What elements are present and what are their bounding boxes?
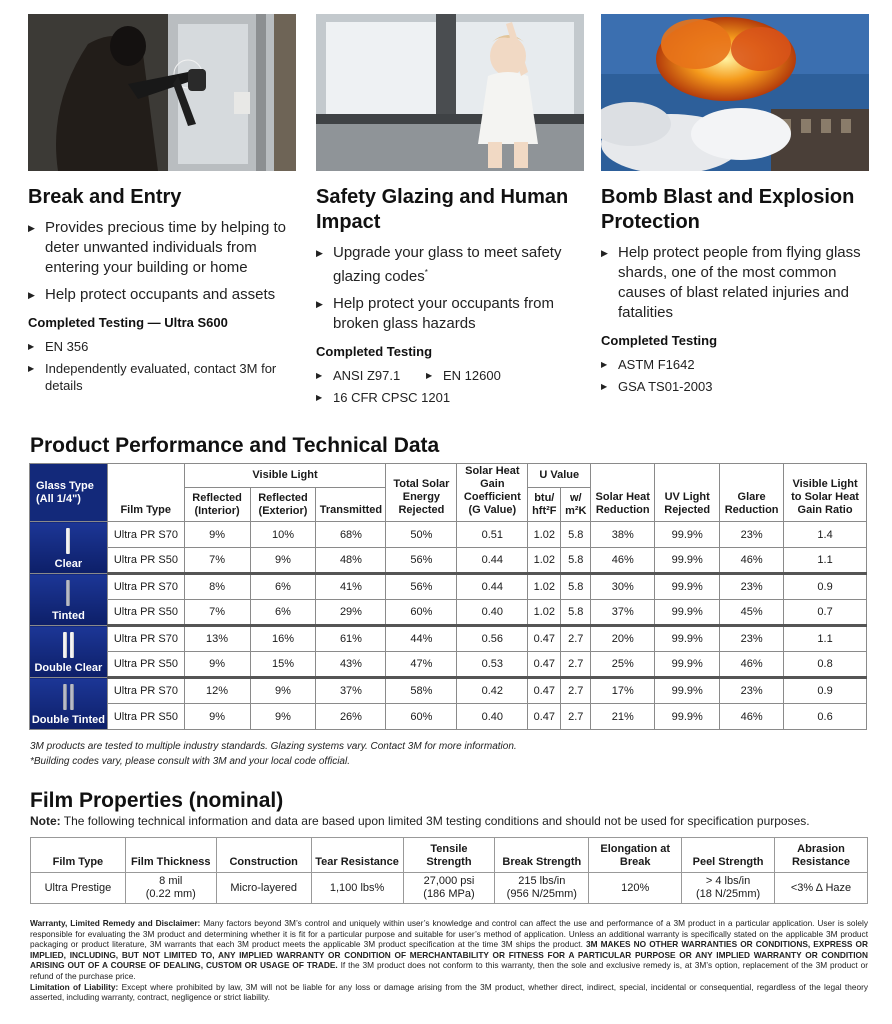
cell: 16% — [250, 626, 316, 652]
film-header-break: Break Strength — [495, 838, 589, 873]
list-item: ▶ Provides precious time by helping to deter unwanted individuals from entering your building or home — [28, 218, 296, 278]
cell: Ultra PR S50 — [107, 600, 184, 626]
list-item: ▶ Independently evaluated, contact 3M for details — [28, 360, 296, 394]
explosion-photo — [601, 14, 869, 171]
double-tinted-glass-icon — [63, 684, 74, 710]
cell: 9% — [250, 678, 316, 704]
cell: 37% — [316, 678, 386, 704]
table-row — [30, 600, 867, 626]
glass-type-clear — [30, 522, 108, 574]
cell-line: > 4 lbs/in — [705, 875, 751, 887]
cell: 2.7 — [561, 626, 591, 652]
cell: 1.1 — [784, 548, 867, 574]
cell: 46% — [720, 652, 784, 678]
cell: Ultra PR S70 — [107, 678, 184, 704]
glass-type-double-tinted — [30, 678, 108, 730]
cell: 9% — [184, 704, 250, 730]
cell: Ultra PR S50 — [107, 652, 184, 678]
glass-type-label: Double Tinted — [31, 713, 105, 726]
list-item: ▶ Help protect occupants and assets — [28, 285, 296, 305]
cell: 7% — [184, 548, 250, 574]
cell: 120% — [589, 873, 682, 904]
double-clear-glass-icon — [63, 632, 74, 658]
cell-line: (186 MPa) — [423, 888, 475, 900]
cell: 0.47 — [528, 704, 561, 730]
film-header-type: Film Type — [31, 838, 126, 873]
cell: <3% Δ Haze — [775, 873, 868, 904]
cell — [495, 873, 589, 904]
cell: 5.8 — [561, 522, 591, 548]
film-header-thickness: Film Thickness — [125, 838, 216, 873]
cell: 9% — [184, 522, 250, 548]
glare-header: Glare Reduction — [720, 464, 784, 522]
list-item — [316, 243, 584, 287]
cell: 0.6 — [784, 704, 867, 730]
cell: 47% — [386, 652, 457, 678]
table-row — [30, 574, 867, 600]
cell: 1.1 — [784, 626, 867, 652]
shgc-header: Solar Heat Gain Coefficient (G Value) — [457, 464, 528, 522]
cell: 23% — [720, 626, 784, 652]
cell: 29% — [316, 600, 386, 626]
cell — [403, 873, 495, 904]
cell: 1.02 — [528, 574, 561, 600]
cell: 37% — [591, 600, 655, 626]
cell: Ultra PR S50 — [107, 704, 184, 730]
list-item: ▶ ASTM F1642 — [601, 356, 869, 373]
list-item: ▶ EN 356 — [28, 338, 296, 355]
cell: 20% — [591, 626, 655, 652]
table-row — [30, 548, 867, 574]
table-row — [31, 873, 868, 904]
cell: 9% — [250, 704, 316, 730]
glass-type-header — [30, 464, 108, 522]
cell: 23% — [720, 574, 784, 600]
cell: 60% — [386, 600, 457, 626]
cell: 0.44 — [457, 574, 528, 600]
glass-type-header-label: Glass Type — [36, 479, 94, 492]
warranty-tail: If the 3M product does not conform to this warranty, then the sole and exclusive remedy is, at 3M’s option, replacement of the 3M product or refund of the purchase price. — [30, 960, 868, 981]
feature-columns — [28, 14, 868, 424]
cell: 61% — [316, 626, 386, 652]
cell: 48% — [316, 548, 386, 574]
table-row — [30, 652, 867, 678]
cell-line: (956 N/25mm) — [506, 888, 577, 900]
column-title: Safety Glazing and Human Impact — [316, 186, 569, 233]
cell: 1,100 lbs% — [311, 873, 403, 904]
list-item: ▶ 16 CFR CPSC 1201 — [316, 389, 516, 406]
cell: 0.56 — [457, 626, 528, 652]
shr-header: Solar Heat Reduction — [591, 464, 655, 522]
performance-table — [29, 463, 867, 730]
cell: 0.40 — [457, 704, 528, 730]
cell: 41% — [316, 574, 386, 600]
list-item: ▶ EN 12600 — [426, 367, 536, 384]
cell: 10% — [250, 522, 316, 548]
table-row — [30, 678, 867, 704]
cell: 8% — [184, 574, 250, 600]
film-note — [30, 814, 810, 828]
film-header-abrasion: Abrasion Resistance — [775, 838, 868, 873]
cell: 9% — [250, 548, 316, 574]
glass-type-label: Clear — [54, 557, 83, 570]
table-row — [30, 626, 867, 652]
cell: 60% — [386, 704, 457, 730]
cell: 99.9% — [655, 626, 720, 652]
cell: 15% — [250, 652, 316, 678]
cell-line: 8 mil — [159, 875, 183, 887]
cell: 46% — [720, 548, 784, 574]
benefit-list — [601, 243, 869, 323]
testing-heading: Completed Testing — [316, 344, 433, 359]
column-bomb-blast — [601, 14, 869, 400]
cell: 43% — [316, 652, 386, 678]
cell: 30% — [591, 574, 655, 600]
cell: 0.8 — [784, 652, 867, 678]
warranty-label: Warranty, Limited Remedy and Disclaimer: — [30, 918, 201, 928]
cell: 9% — [184, 652, 250, 678]
cell: 56% — [386, 574, 457, 600]
cell: 0.53 — [457, 652, 528, 678]
list-item: ▶ Help protect your occupants from broken glass hazards — [316, 294, 584, 334]
liability-text: Except where prohibited by law, 3M will not be liable for any loss or damage arising from the 3M product, whether direct, indirect, special, incidental or consequential, regardless of the legal theory asserted, including warranty, contract, negligence or strict liability. — [30, 981, 868, 1003]
cell: 21% — [591, 704, 655, 730]
cell: 99.9% — [655, 548, 720, 574]
cell: Micro-layered — [216, 873, 311, 904]
glass-type-tinted — [30, 574, 108, 626]
transmitted-header: Transmitted — [316, 488, 386, 522]
cell: 23% — [720, 678, 784, 704]
cell: 38% — [591, 522, 655, 548]
intruder-photo — [28, 14, 296, 171]
cell: 0.51 — [457, 522, 528, 548]
cell — [682, 873, 775, 904]
cell: 5.8 — [561, 574, 591, 600]
legal-disclaimer — [30, 918, 868, 1003]
benefit-list — [316, 243, 584, 334]
cell: 46% — [720, 704, 784, 730]
cell: 13% — [184, 626, 250, 652]
performance-table-body — [30, 522, 867, 730]
cell: 2.7 — [561, 704, 591, 730]
single-clear-glass-icon — [66, 528, 70, 554]
cell: 1.02 — [528, 548, 561, 574]
cell: 99.9% — [655, 574, 720, 600]
uv-header: UV Light Rejected — [655, 464, 720, 522]
warranty-caps: 3M MAKES NO OTHER WARRANTIES OR CONDITIONS, EXPRESS OR IMPLIED, INCLUDING, BUT NOT LIMITED TO, ANY IMPLIED WARRANTY OR CONDITION OF MERCHANTABILITY OR FITNESS FOR A PARTICULAR PURPOSE OR ANY IMPLIED WARRANTY OR CONDITION ARISING OUT OF A COURSE OF DEALING, CUSTOM OR USAGE OF TRADE. — [30, 939, 868, 971]
cell: 99.9% — [655, 600, 720, 626]
cell: 0.47 — [528, 652, 561, 678]
cell: 0.9 — [784, 574, 867, 600]
note-line: *Building codes vary, please consult with 3M and your local code official. — [30, 756, 350, 767]
film-note-label: Note: — [30, 814, 61, 828]
visible-light-header: Visible Light — [184, 464, 386, 488]
cell: 25% — [591, 652, 655, 678]
footnote-mark: * — [424, 268, 428, 277]
cell: 0.40 — [457, 600, 528, 626]
cell: 7% — [184, 600, 250, 626]
cell: 0.47 — [528, 678, 561, 704]
cell: 2.7 — [561, 678, 591, 704]
column-break-and-entry — [28, 14, 296, 399]
cell: 1.02 — [528, 600, 561, 626]
cell: 26% — [316, 704, 386, 730]
column-title: Break and Entry — [28, 186, 182, 208]
cell: 45% — [720, 600, 784, 626]
film-note-text: The following technical information and data are based upon limited 3M testing conditions and should not be used for specification purposes. — [63, 814, 810, 828]
cell: 1.4 — [784, 522, 867, 548]
cell: 12% — [184, 678, 250, 704]
performance-notes — [30, 739, 517, 769]
cell: 99.9% — [655, 704, 720, 730]
reflected-interior-header: Reflected (Interior) — [184, 488, 250, 522]
cell: 0.44 — [457, 548, 528, 574]
warranty-text: Many factors beyond 3M’s control and uniquely within user’s knowledge and control can affect the use and performance of a 3M product in a particular application. User is solely responsible for evaluating the 3M product and determining whether it is fit for a particular purpose and suitable for user’s method of application. Unless an additional warranty is specifically stated on the applicable 3M product packaging or product literature, 3M warrants that each 3M product meets the applicable 3M product specification at the time 3M ships the product. — [30, 918, 868, 950]
cell: 44% — [386, 626, 457, 652]
cell: 99.9% — [655, 652, 720, 678]
cell — [125, 873, 216, 904]
glass-type-double-clear — [30, 626, 108, 678]
cell: 1.02 — [528, 522, 561, 548]
film-header-elongation: Elongation at Break — [589, 838, 682, 873]
liability-label: Limitation of Liability: — [30, 981, 119, 992]
table-row — [30, 704, 867, 730]
list-item-text: Upgrade your glass to meet safety glazing codes — [333, 244, 562, 285]
cell: 99.9% — [655, 678, 720, 704]
performance-title: Product Performance and Technical Data — [30, 434, 440, 457]
cell: 5.8 — [561, 548, 591, 574]
cell: 50% — [386, 522, 457, 548]
cell: Ultra Prestige — [31, 873, 126, 904]
film-header-tear: Tear Resistance — [311, 838, 403, 873]
glass-type-label: Tinted — [52, 609, 85, 622]
testing-list — [601, 356, 869, 395]
glass-type-label: Double Clear — [34, 661, 103, 674]
testing-list — [28, 338, 296, 394]
cell-line: (0.22 mm) — [145, 888, 196, 900]
note-line: 3M products are tested to multiple industry standards. Glazing systems vary. Contact 3M for more information. — [30, 741, 517, 752]
column-safety-glazing — [316, 14, 584, 411]
benefit-list — [28, 218, 296, 305]
cell: 0.42 — [457, 678, 528, 704]
wm2k-header: w/ m²K — [561, 488, 591, 522]
table-row — [30, 522, 867, 548]
column-title: Bomb Blast and Explosion Protection — [601, 186, 855, 233]
list-item: ▶ GSA TS01-2003 — [601, 378, 869, 395]
film-type-header: Film Type — [107, 464, 184, 522]
cell: Ultra PR S70 — [107, 522, 184, 548]
cell: 6% — [250, 574, 316, 600]
cell: 0.7 — [784, 600, 867, 626]
list-item: ▶ ANSI Z97.1 — [316, 367, 426, 384]
cell: 23% — [720, 522, 784, 548]
cell-line: 27,000 psi — [423, 875, 475, 887]
cell: 0.9 — [784, 678, 867, 704]
testing-heading: Completed Testing — [601, 333, 718, 348]
testing-heading: Completed Testing — Ultra S600 — [28, 315, 228, 330]
film-header-construction: Construction — [216, 838, 311, 873]
cell: 68% — [316, 522, 386, 548]
cell: 2.7 — [561, 652, 591, 678]
cell: Ultra PR S70 — [107, 626, 184, 652]
cell: 99.9% — [655, 522, 720, 548]
cell: 46% — [591, 548, 655, 574]
lsg-header: Visible Light to Solar Heat Gain Ratio — [784, 464, 867, 522]
cell: 17% — [591, 678, 655, 704]
cell: 5.8 — [561, 600, 591, 626]
child-at-window-photo — [316, 14, 584, 171]
film-properties-table — [30, 837, 868, 904]
testing-list — [316, 367, 584, 411]
single-tinted-glass-icon — [66, 580, 70, 606]
cell: 58% — [386, 678, 457, 704]
cell-line: 215 lbs/in — [518, 875, 566, 887]
cell: 6% — [250, 600, 316, 626]
film-header-tensile: Tensile Strength — [403, 838, 495, 873]
reflected-exterior-header: Reflected (Exterior) — [250, 488, 316, 522]
glass-type-header-sub: (All 1/4") — [36, 492, 81, 505]
film-header-peel: Peel Strength — [682, 838, 775, 873]
u-value-header: U Value — [528, 464, 591, 488]
tser-header: Total Solar Energy Rejected — [386, 464, 457, 522]
film-properties-title: Film Properties (nominal) — [30, 789, 284, 812]
cell: 56% — [386, 548, 457, 574]
cell-line: (18 N/25mm) — [695, 888, 761, 900]
list-item: ▶ Help protect people from flying glass shards, one of the most common causes of blast related injuries and fatalities — [601, 243, 869, 323]
btu-header: btu/ hft²F — [528, 488, 561, 522]
cell: 0.47 — [528, 626, 561, 652]
cell: Ultra PR S50 — [107, 548, 184, 574]
cell: Ultra PR S70 — [107, 574, 184, 600]
